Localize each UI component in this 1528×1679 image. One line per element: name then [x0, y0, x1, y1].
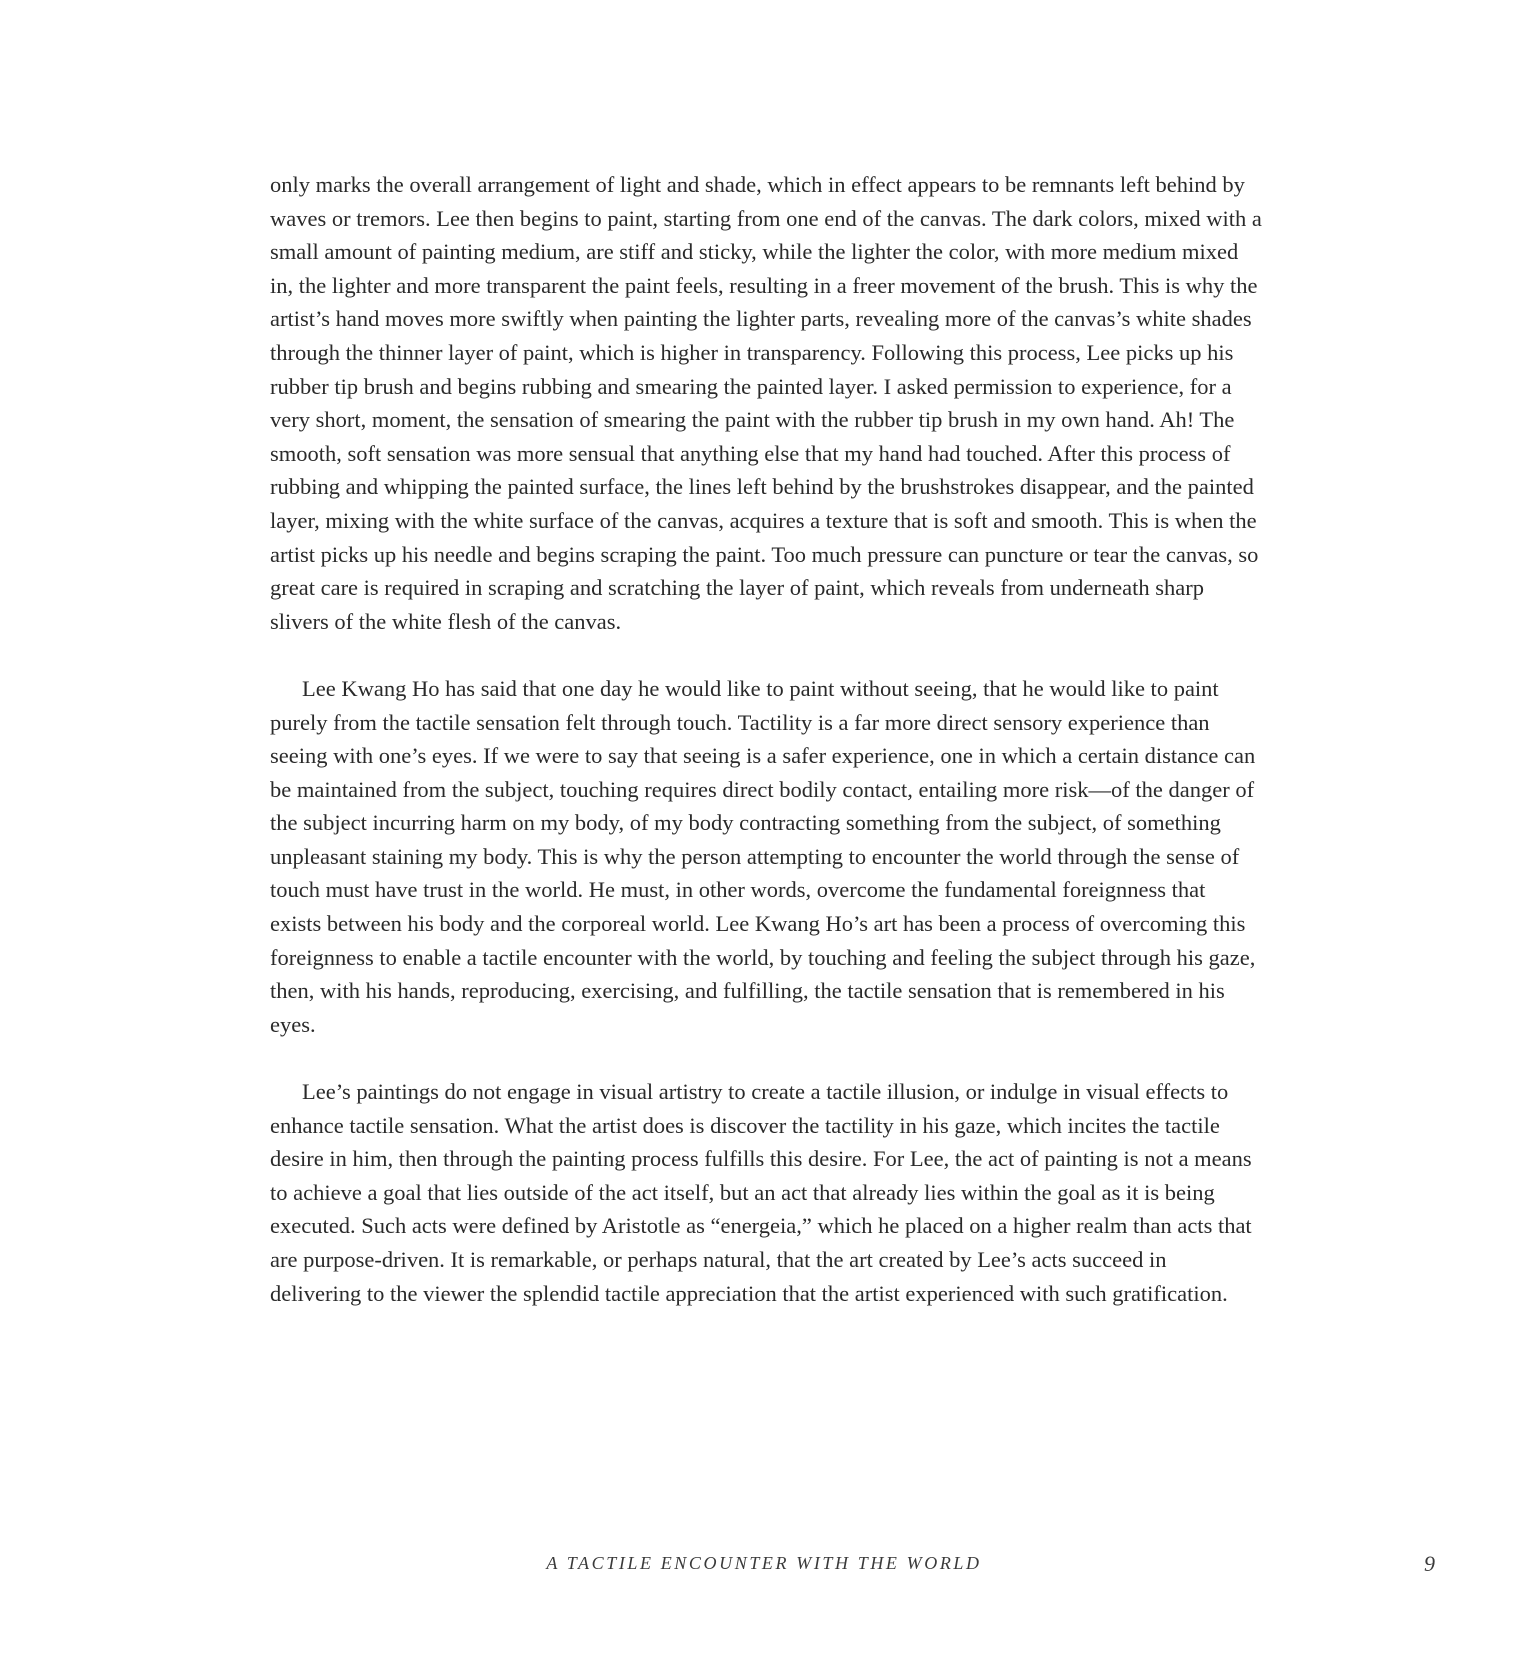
page-number: 9	[1424, 1551, 1435, 1576]
paragraph-2: Lee Kwang Ho has said that one day he would like to paint without seeing, that he would like to paint purely from the tactile sensation felt through touch. Tactility is a far more direct sensory experience than seeing with one’s eyes. If we were to say that seeing is a safer experience, one in which a certain distance can be maintained from the subject, touching requires direct bodily contact, entailing more risk—of the danger of the subject incurring harm on my body, of my body contracting something from the subject, of something unpleasant staining my body. This is why the person attempting to encounter the world through the sense of touch must have trust in the world. He must, in other words, overcome the fundamental foreignness that exists between his body and the corporeal world. Lee Kwang Ho’s art has been a process of overcoming this foreignness to enable a tactile encounter with the world, by touching and feeling the subject through his gaze, then, with his hands, reproducing, exercising, and fulfilling, the tactile sensation that is remembered in his eyes.	[270, 675, 1256, 1037]
paragraph-1: only marks the overall arrangement of light and shade, which in effect appears to be remnants left behind by waves or tremors. Lee then begins to paint, starting from one end of the canvas. The dark colors, mixed with a small amount of painting medium, are stiff and sticky, while the lighter the color, with more medium mixed in, the lighter and more transparent the paint feels, resulting in a freer movement of the brush. This is why the artist’s hand moves more swiftly when painting the lighter parts, revealing more of the canvas’s white shades through the thinner layer of paint, which is higher in transparency. Following this process, Lee picks up his rubber tip brush and begins rubbing and smearing the painted layer. I asked permission to experience, for a very short, moment, the sensation of smearing the paint with the rubber tip brush in my own hand. Ah! The smooth, soft sensation was more sensual that anything else that my hand had touched. After this process of rubbing and whipping the painted surface, the lines left behind by the brushstrokes disappear, and the painted layer, mixing with the white surface of the canvas, acquires a texture that is soft and smooth. This is when the artist picks up his needle and begins scraping the paint. Too much pressure can puncture or tear the canvas, so great care is required in scraping and scratching the layer of paint, which reveals from underneath sharp slivers of the white flesh of the canvas.	[270, 172, 1262, 634]
body-text	[270, 168, 1262, 1310]
running-footer-title: A TACTILE ENCOUNTER WITH THE WORLD	[546, 1553, 982, 1573]
paragraph-3: Lee’s paintings do not engage in visual artistry to create a tactile illusion, or indulge in visual effects to enhance tactile sensation. What the artist does is discover the tactility in his gaze, which incites the tactile desire in him, then through the painting process fulfills this desire. For Lee, the act of painting is not a means to achieve a goal that lies outside of the act itself, but an act that already lies within the goal as it is being executed. Such acts were defined by Aristotle as “energeia,” which he placed on a higher realm than acts that are purpose-driven. It is remarkable, or perhaps natural, that the art created by Lee’s acts succeed in delivering to the viewer the splendid tactile appreciation that the artist experienced with such gratification.	[270, 1079, 1252, 1306]
